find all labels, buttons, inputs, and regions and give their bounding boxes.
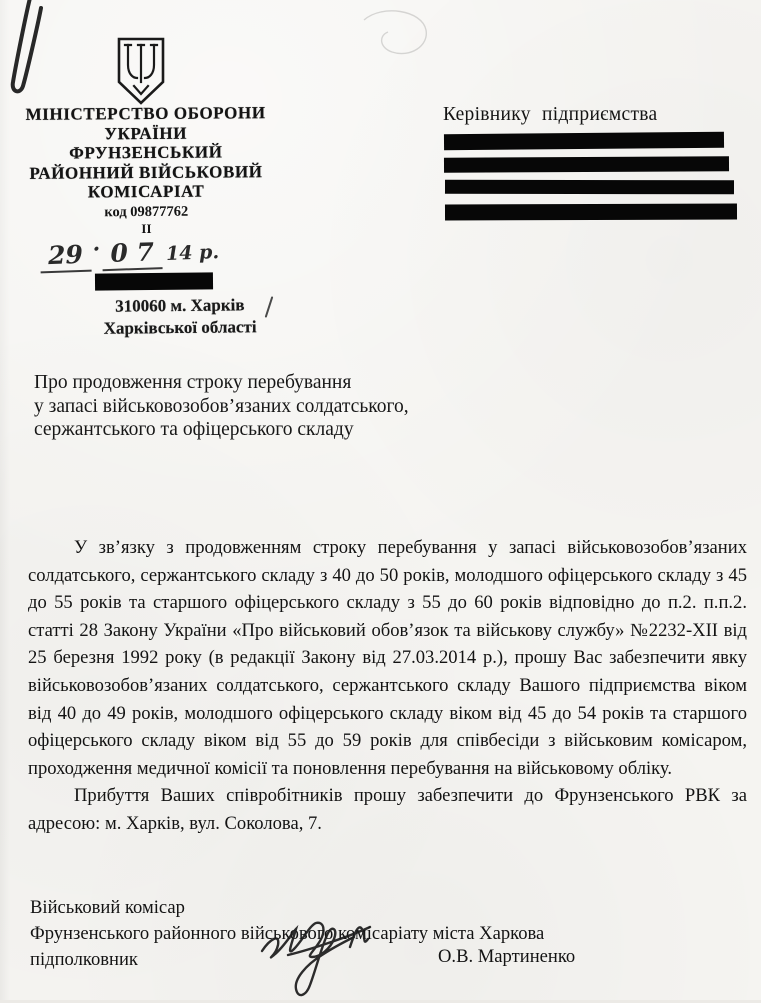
scan-circle-artifact bbox=[352, 8, 452, 68]
body-paragraph-2: Прибуття Ваших співробітників прошу забезпечити до Фрунзенського РВК за адресою: м. Харків, вул. Соколова, 7. bbox=[28, 785, 747, 834]
sender-region: Харківської області bbox=[103, 316, 257, 338]
sender-city: 310060 м. Харків bbox=[115, 295, 245, 316]
redaction-bar-2 bbox=[444, 156, 729, 172]
commissariat-name-line2: РАЙОННИЙ ВІЙСЬКОВИЙ bbox=[29, 161, 263, 183]
signer-title-line2: Фрунзенського районного військового комісаріату міста Харкова bbox=[30, 923, 545, 944]
redaction-bar-date bbox=[95, 272, 213, 290]
commissariat-name-line1: ФРУНЗЕНСЬКИЙ bbox=[69, 142, 223, 163]
signer-title-line1: Військовий комісар bbox=[30, 897, 185, 918]
subject-block bbox=[34, 371, 464, 442]
date-line bbox=[39, 230, 290, 275]
organization-code: код 09877762 bbox=[104, 203, 189, 220]
date-month: 0 7 bbox=[102, 237, 163, 271]
paperclip-icon bbox=[0, 0, 70, 108]
commissariat-name-line3: КОМІСАРІАТ bbox=[87, 181, 205, 202]
subject-line-2: у запасі військовозобов’язаних солдатського, bbox=[34, 395, 409, 417]
redaction-bar-4 bbox=[445, 203, 737, 220]
ministry-name-line1: МІНІСТЕРСТВО ОБОРОНИ bbox=[25, 103, 266, 124]
addressee-title: Керівнику підприємства bbox=[443, 104, 658, 125]
subject-line-3: сержантського та офіцерського складу bbox=[34, 419, 354, 440]
handwritten-signature bbox=[258, 913, 398, 1003]
ministry-name-line2: УКРАЇНИ bbox=[104, 123, 188, 143]
subject-line-1: Про продовження строку перебування bbox=[34, 372, 352, 393]
signer-rank: підполковник bbox=[30, 949, 138, 970]
ukraine-trident-emblem bbox=[115, 36, 167, 106]
signer-name: О.В. Мартиненко bbox=[438, 946, 576, 967]
signature-block bbox=[30, 895, 750, 973]
redaction-bar-1 bbox=[444, 132, 724, 150]
letterhead-stamp bbox=[18, 103, 275, 236]
letter-body bbox=[28, 534, 747, 838]
date-year: 14 р. bbox=[165, 241, 220, 265]
roman-numeral: ІІ bbox=[141, 220, 152, 236]
redaction-bar-3 bbox=[445, 180, 734, 195]
date-separator: · bbox=[92, 236, 101, 263]
date-day: 29 bbox=[40, 240, 92, 274]
body-paragraph-1: У зв’язку з продовженням строку перебування у запасі військовозобов’язаних солдатського, сержантського складу з 40 до 50 років, молодшого офіцерського складу з 45 до 55 років та старшого офіцерського складу з 55 до 60 років відповідно до п.2. п.п.2. статті 28 Закону України «Про військовий обов’язок та військову службу» №2232-ХІІ від 25 березня 1992 року (в редакції Закону від 27.03.2014 р.), прошу Вас забезпечити явку військовозобов’язаних солдатського, сержантського складу Вашого підприємства віком від 40 до 49 років, молодшого офіцерського складу віком від 45 до 54 років та старшого офіцерського складу віком від 55 до 59 років для співбесіди з військовим комісаром, проходження медичної комісії та поновлення перебування на військовому обліку. bbox=[28, 537, 747, 779]
